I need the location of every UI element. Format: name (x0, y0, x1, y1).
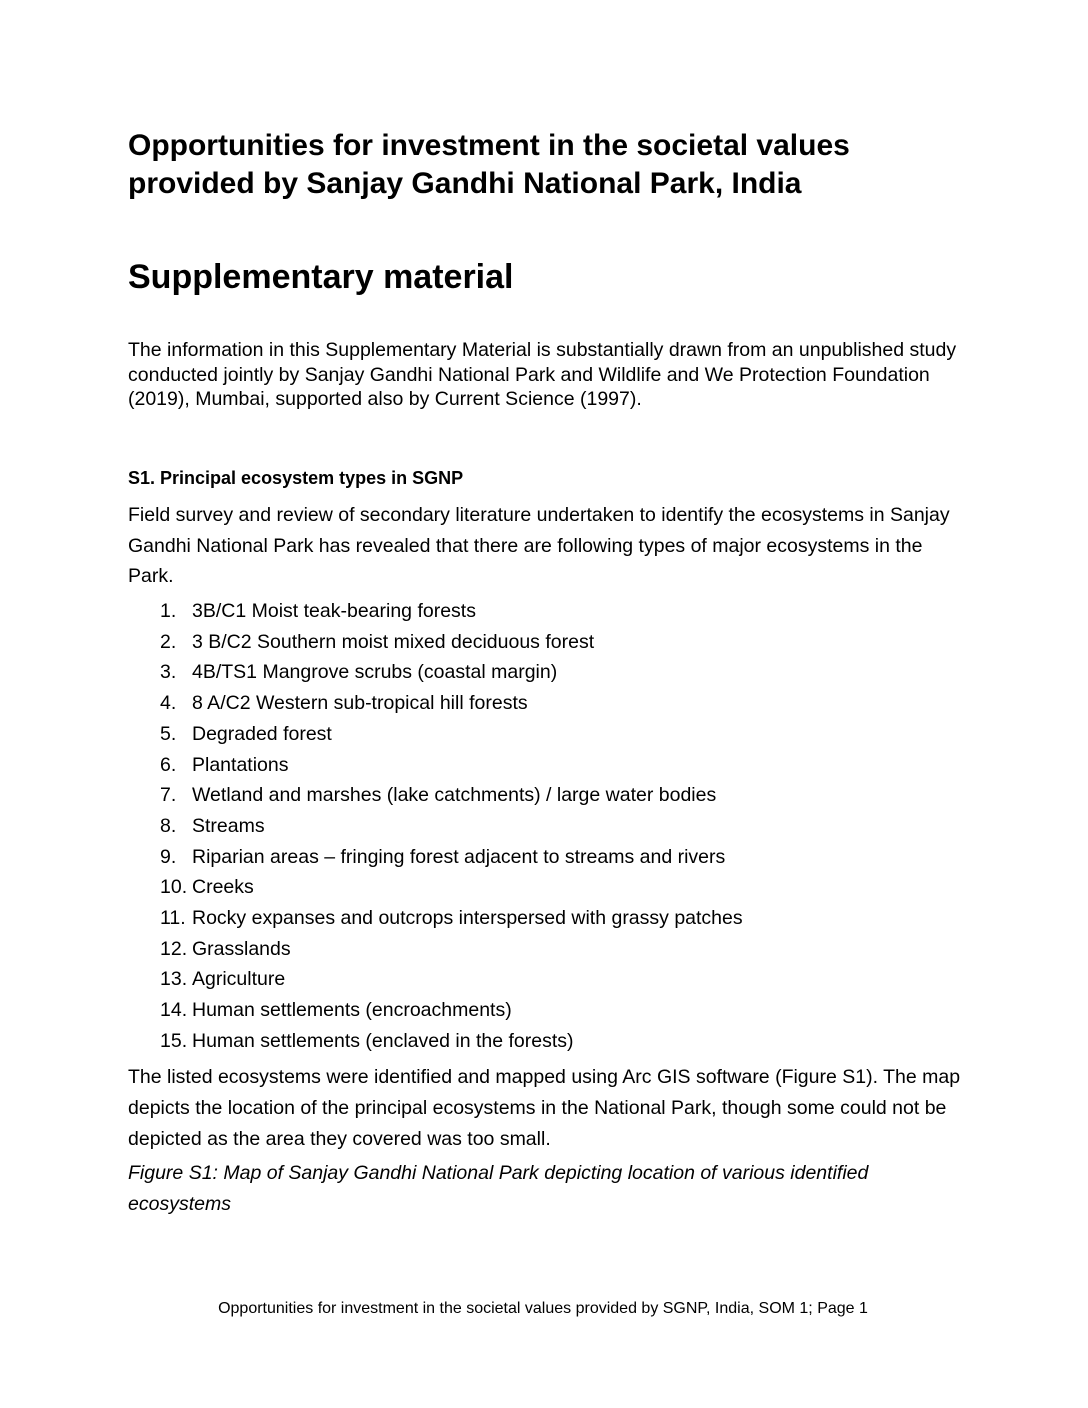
list-item-number: 13. (160, 968, 188, 991)
list-item (128, 903, 743, 934)
list-item (128, 964, 743, 995)
list-item-number: 14. (160, 999, 188, 1022)
list-item (128, 780, 743, 811)
list-item-label: Riparian areas – fringing forest adjacent to streams and rivers (192, 845, 726, 868)
list-item-label: Streams (192, 814, 265, 837)
list-item (128, 596, 743, 627)
list-item-label: Wetland and marshes (lake catchments) / large water bodies (192, 784, 717, 807)
list-item (128, 657, 743, 688)
list-item (128, 842, 743, 873)
list-item-number: 2. (160, 630, 177, 653)
list-item-number: 11. (160, 907, 186, 930)
list-item-number: 12. (160, 937, 188, 960)
list-item-number: 10. (160, 876, 188, 899)
list-item-label: Degraded forest (192, 722, 332, 745)
list-item-number: 4. (160, 692, 177, 715)
intro-paragraph: The information in this Supplementary Material is substantially drawn from an unpublished study conducted jointly by Sanjay Gandhi National Park and Wildlife and We Protection Foundation (2019), Mumbai, supported also by Current Science (1997). (128, 339, 957, 410)
list-item (128, 995, 743, 1026)
list-item (128, 688, 743, 719)
list-item-number: 15. (160, 1029, 188, 1052)
list-item-label: Human settlements (enclaved in the forests) (192, 1029, 574, 1052)
list-item (128, 719, 743, 750)
section-paragraph: Field survey and review of secondary literature undertaken to identify the ecosystems in Sanjay Gandhi National Park has revealed that there are following types of major ecosystems in the Park. (128, 504, 950, 587)
ecosystem-list (128, 596, 743, 1057)
list-item-label: Creeks (192, 876, 254, 899)
list-item (128, 750, 743, 781)
list-item-number: 1. (160, 600, 177, 622)
list-item-number: 6. (160, 753, 177, 776)
list-item-label: 3B/C1 Moist teak-bearing forests (192, 600, 476, 622)
document-title: Opportunities for investment in the societal values provided by Sanjay Gandhi National Park, India (128, 129, 850, 200)
document-subtitle: Supplementary material (128, 258, 514, 296)
list-item-label: Plantations (192, 753, 289, 776)
list-item-label: Agriculture (192, 968, 286, 991)
list-item-label: 8 A/C2 Western sub-tropical hill forests (192, 692, 528, 715)
list-item-number: 5. (160, 722, 177, 745)
list-item-number: 7. (160, 784, 177, 807)
list-item (128, 811, 743, 842)
list-item-label: Grasslands (192, 937, 291, 960)
figure-caption: Figure S1: Map of Sanjay Gandhi National Park depicting location of various identified ecosystems (128, 1162, 869, 1215)
list-item (128, 872, 743, 903)
list-item (128, 934, 743, 965)
list-item (128, 627, 743, 658)
section-heading: S1. Principal ecosystem types in SGNP (128, 468, 464, 488)
list-item-label: Human settlements (encroachments) (192, 999, 512, 1022)
list-item-label: Rocky expanses and outcrops interspersed with grassy patches (192, 907, 743, 930)
list-item-label: 3 B/C2 Southern moist mixed deciduous forest (192, 630, 595, 653)
list-item (128, 1026, 743, 1057)
list-item-number: 8. (160, 814, 177, 837)
closing-paragraph: The listed ecosystems were identified and mapped using Arc GIS software (Figure S1). The map depicts the location of the principal ecosystems in the National Park, though some could not be depicted as the area they covered was too small. (128, 1066, 961, 1150)
page-footer (0, 1298, 1088, 1320)
list-item-number: 3. (160, 661, 177, 684)
footer-text: Opportunities for investment in the societal values provided by SGNP, India, SOM 1; Page 1 (218, 1300, 868, 1317)
list-item-label: 4B/TS1 Mangrove scrubs (coastal margin) (192, 661, 558, 684)
list-item-number: 9. (160, 845, 177, 868)
